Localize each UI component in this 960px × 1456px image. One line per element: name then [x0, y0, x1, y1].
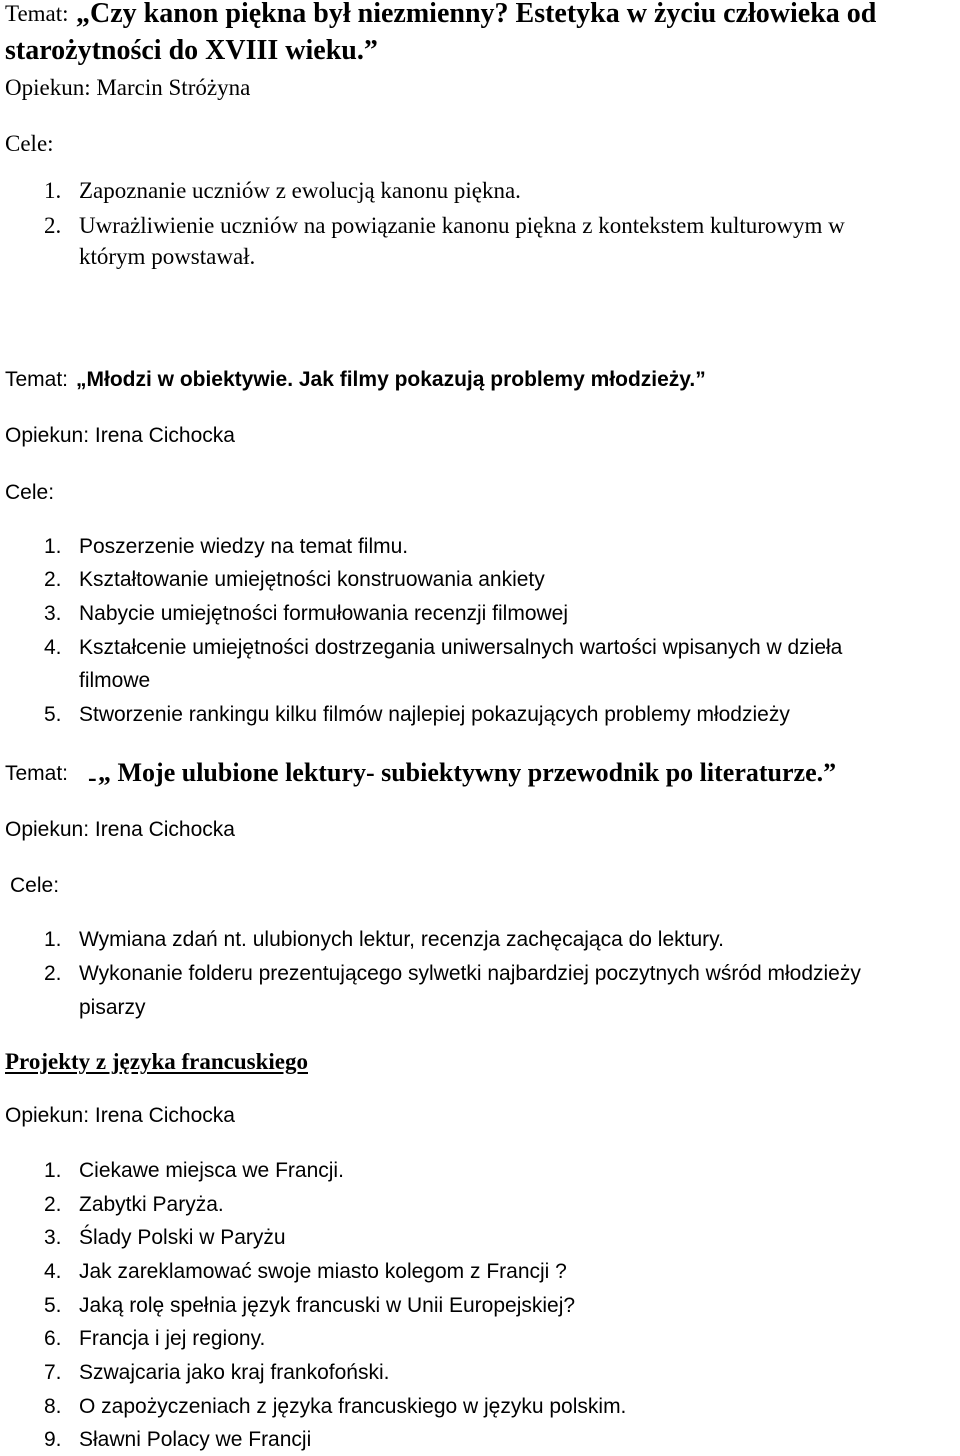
- topic-title: „ Moje ulubione lektury- subiektywny przewodnik po literaturze.”: [98, 758, 837, 787]
- project-number: 4.: [44, 1260, 62, 1283]
- project-item: Szwajcaria jako kraj frankofoński.: [79, 1361, 390, 1384]
- project-item: Ciekawe miejsca we Francji.: [79, 1159, 344, 1182]
- topic-title-line1: „Czy kanon piękna był niezmienny? Estetyka w życiu człowieka od: [76, 0, 877, 29]
- goal-text: Zapoznanie uczniów z ewolucją kanonu piękna.: [79, 178, 521, 203]
- project-number: 5.: [44, 1294, 62, 1317]
- goal-number: 1.: [44, 535, 62, 558]
- goal-number: 4.: [44, 636, 62, 659]
- project-number: 9.: [44, 1428, 62, 1451]
- goal-number: 2.: [44, 962, 62, 985]
- topic-label: Temat:: [5, 1, 69, 26]
- goals-label: Cele:: [10, 874, 60, 897]
- section-heading-text: Projekty z języka francuskiego: [5, 1049, 308, 1074]
- project-number: 8.: [44, 1395, 62, 1418]
- supervisor: Opiekun: Irena Cichocka: [5, 424, 235, 447]
- goal-number: 1.: [44, 178, 62, 203]
- project-number: 3.: [44, 1226, 62, 1249]
- topic-label: Temat:: [5, 762, 69, 785]
- project-item: Zabytki Paryża.: [79, 1193, 224, 1216]
- project-number: 6.: [44, 1327, 62, 1350]
- project-item: Jaką rolę spełnia język francuski w Unii Europejskiej?: [79, 1294, 576, 1317]
- topic-dash: -: [88, 763, 97, 792]
- project-number: 2.: [44, 1193, 62, 1216]
- project-item: Jak zareklamować swoje miasto kolegom z Francji ?: [79, 1260, 567, 1283]
- goal-text: Stworzenie rankingu kilku filmów najlepiej pokazujących problemy młodzieży: [79, 703, 790, 726]
- goal-number: 3.: [44, 602, 62, 625]
- goal-number: 1.: [44, 928, 62, 951]
- goal-text-continued: pisarzy: [79, 996, 146, 1019]
- goal-text: Wykonanie folderu prezentującego sylwetki najbardziej poczytnych wśród młodzieży: [79, 962, 861, 985]
- topic-title-line2: starożytności do XVIII wieku.”: [5, 35, 378, 66]
- goal-number: 2.: [44, 568, 62, 591]
- project-item: Francja i jej regiony.: [79, 1327, 266, 1350]
- project-item: O zapożyczeniach z języka francuskiego w języku polskim.: [79, 1395, 627, 1418]
- goal-number: 5.: [44, 703, 62, 726]
- topic-label: Temat:: [5, 368, 69, 391]
- goal-text: Nabycie umiejętności formułowania recenzji filmowej: [79, 602, 569, 625]
- goal-text: Poszerzenie wiedzy na temat filmu.: [79, 535, 409, 558]
- goals-label: Cele:: [5, 481, 55, 504]
- goals-label: Cele:: [5, 131, 54, 156]
- project-item: Ślady Polski w Paryżu: [79, 1226, 286, 1249]
- supervisor: Opiekun: Irena Cichocka: [5, 818, 235, 841]
- supervisor: Opiekun: Marcin Stróżyna: [5, 75, 251, 100]
- goal-text: Kształcenie umiejętności dostrzegania uniwersalnych wartości wpisanych w dzieła: [79, 636, 843, 659]
- goal-text: Uwrażliwienie uczniów na powiązanie kanonu piękna z kontekstem kulturowym w: [79, 213, 845, 238]
- goal-text-continued: którym powstawał.: [79, 244, 256, 269]
- topic-title: „Młodzi w obiektywie. Jak filmy pokazują problemy młodzieży.”: [76, 368, 706, 391]
- project-number: 7.: [44, 1361, 62, 1384]
- project-item: Sławni Polacy we Francji: [79, 1428, 312, 1451]
- goal-text-continued: filmowe: [79, 669, 151, 692]
- supervisor: Opiekun: Irena Cichocka: [5, 1104, 235, 1127]
- goal-text: Kształtowanie umiejętności konstruowania ankiety: [79, 568, 545, 591]
- section-heading: [5, 1048, 308, 1076]
- project-number: 1.: [44, 1159, 62, 1182]
- goal-number: 2.: [44, 213, 62, 238]
- goal-text: Wymiana zdań nt. ulubionych lektur, recenzja zachęcająca do lektury.: [79, 928, 724, 951]
